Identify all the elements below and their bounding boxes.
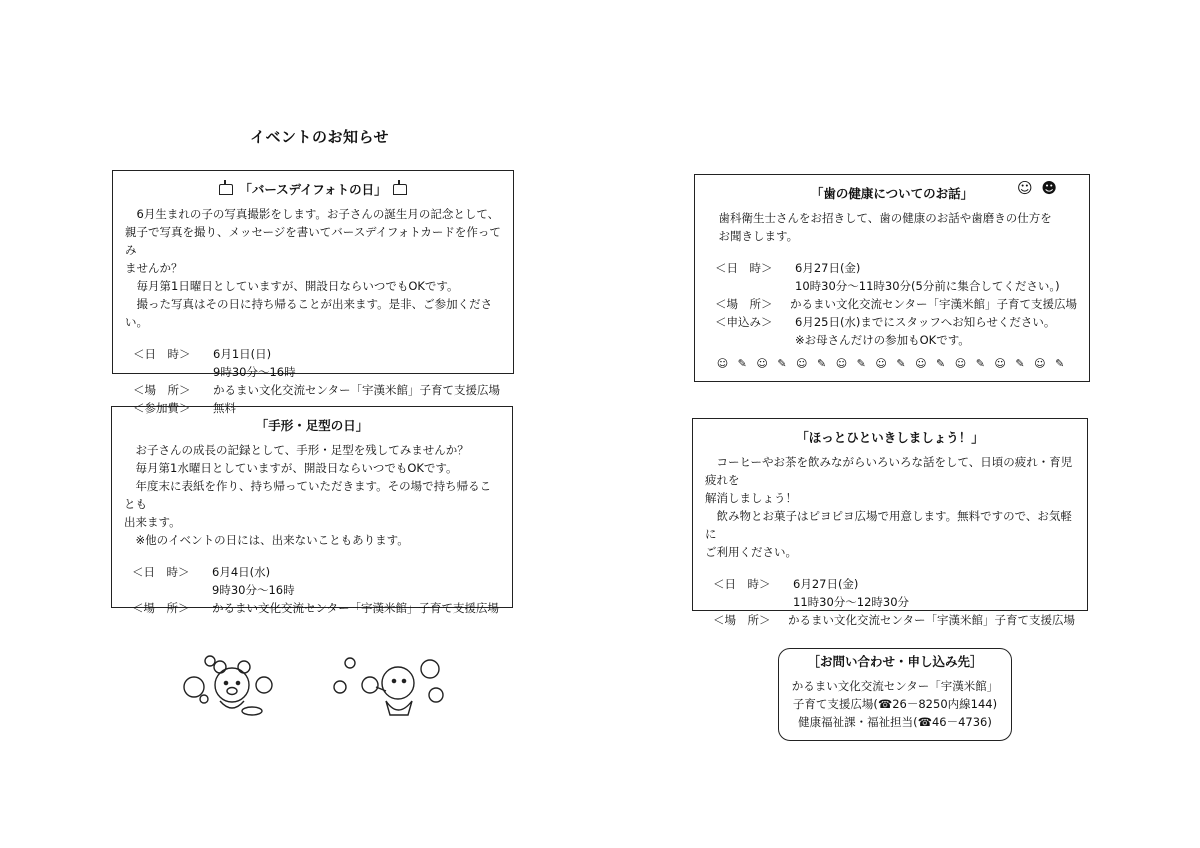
handprint-title: 「手形・足型の日」 [255, 418, 369, 433]
dental-health-event-box [694, 174, 1090, 382]
detail-row-date: ＜日 時＞ 6月27日(金) [713, 577, 859, 591]
detail-row-date: ＜日 時＞ 6月4日(水) [132, 565, 271, 579]
event-description: ※他のイベントの日には、出来ないこともあります。 [135, 533, 409, 547]
birthday-photo-title: 「バースデイフォトの日」 [125, 181, 501, 199]
detail-row-time: 10時30分～11時30分(5分前に集合してください。) [795, 279, 1060, 293]
cake-icon [393, 184, 407, 195]
event-description: お聞きします。 [718, 229, 799, 243]
birthday-photo-event-box [112, 170, 514, 415]
page-title: イベントのお知らせ [250, 128, 390, 146]
tooth-decoration-border: ☺ ✎ ☺ ✎ ☺ ✎ ☺ ✎ ☺ ✎ ☺ ✎ ☺ ✎ ☺ ✎ ☺ ✎ [716, 357, 1068, 370]
detail-row-time: 9時30分～16時 [213, 365, 296, 379]
event-description: 親子で写真を撮り、メッセージを書いてバースデイフォトカードを作ってみ [125, 225, 501, 257]
detail-row-note: ※お母さんだけの参加もOKです。 [795, 333, 970, 347]
event-description: ご利用ください。 [705, 545, 797, 559]
event-description: 年度末に表紙を作り、持ち帰っていただきます。その場で持ち帰ることも [124, 479, 492, 511]
event-description: 飲み物とお菓子はピヨピヨ広場で用意します。無料ですので、お気軽に [705, 509, 1072, 541]
contact-line: 子育て支援広場(☎26－8250内線144) [792, 697, 998, 711]
handprint-event-box [111, 406, 513, 615]
event-description: 歯科衛生士さんをお招きして、歯の健康のお話や歯磨きの仕方を [718, 211, 1052, 225]
event-description: 撮った写真はその日に持ち帰ることが出来ます。是非、ご参加ください。 [125, 297, 493, 329]
bear-bubbles-illustration [176, 655, 280, 719]
detail-row-fee: ＜参加費＞ 無料 [133, 401, 236, 415]
detail-row-place: ＜場 所＞ かるまい文化交流センター「宇漢米館」子育て支援広場 [132, 601, 500, 615]
contact-title: ［お問い合わせ・申し込み先］ [807, 654, 983, 669]
event-description: コーヒーやお茶を飲みながらいろいろな話をして、日頃の疲れ・育児疲れを [705, 455, 1073, 487]
teeth-characters-icon: ☺ ☻ [1016, 179, 1059, 197]
coffee-break-event-box [692, 418, 1088, 627]
event-description: 解消しましょう！ [705, 491, 797, 505]
detail-row-time: 9時30分～16時 [212, 583, 295, 597]
contact-info-box [778, 648, 1012, 741]
event-description: お子さんの成長の記録として、手形・足型を残してみませんか？ [135, 443, 469, 457]
detail-row-date: ＜日 時＞ 6月1日(日) [133, 347, 272, 361]
child-bubbles-illustration [330, 655, 454, 719]
event-description: ませんか？ [125, 261, 183, 275]
event-description: 毎月第1日曜日としていますが、開設日ならいつでもOKです。 [136, 279, 459, 293]
event-description: 毎月第1水曜日としていますが、開設日ならいつでもOKです。 [135, 461, 458, 475]
event-description: 出来ます。 [124, 515, 181, 529]
detail-row-date: ＜日 時＞ 6月27日(金) [715, 261, 861, 275]
detail-row-place: ＜場 所＞ かるまい文化交流センター「宇漢米館」子育て支援広場 [713, 613, 1075, 627]
detail-row-time: 11時30分～12時30分 [793, 595, 910, 609]
detail-row-apply: ＜申込み＞ 6月25日(水)までにスタッフへお知らせください。 [715, 315, 1056, 329]
event-description: 6月生まれの子の写真撮影をします。お子さんの誕生月の記念として、 [136, 207, 500, 221]
contact-line: 健康福祉課・福祉担当(☎46－4736) [798, 715, 992, 729]
detail-row-place: ＜場 所＞ かるまい文化交流センター「宇漢米館」子育て支援広場 [715, 297, 1077, 311]
contact-line: かるまい文化交流センター「宇漢米館」 [791, 679, 999, 693]
cake-icon [219, 184, 233, 195]
coffee-break-title: 「ほっとひといきしましょう！」 [796, 430, 984, 445]
detail-row-place: ＜場 所＞ かるまい文化交流センター「宇漢米館」子育て支援広場 [133, 383, 501, 397]
dental-health-title: 「歯の健康についてのお話」 [810, 186, 974, 201]
